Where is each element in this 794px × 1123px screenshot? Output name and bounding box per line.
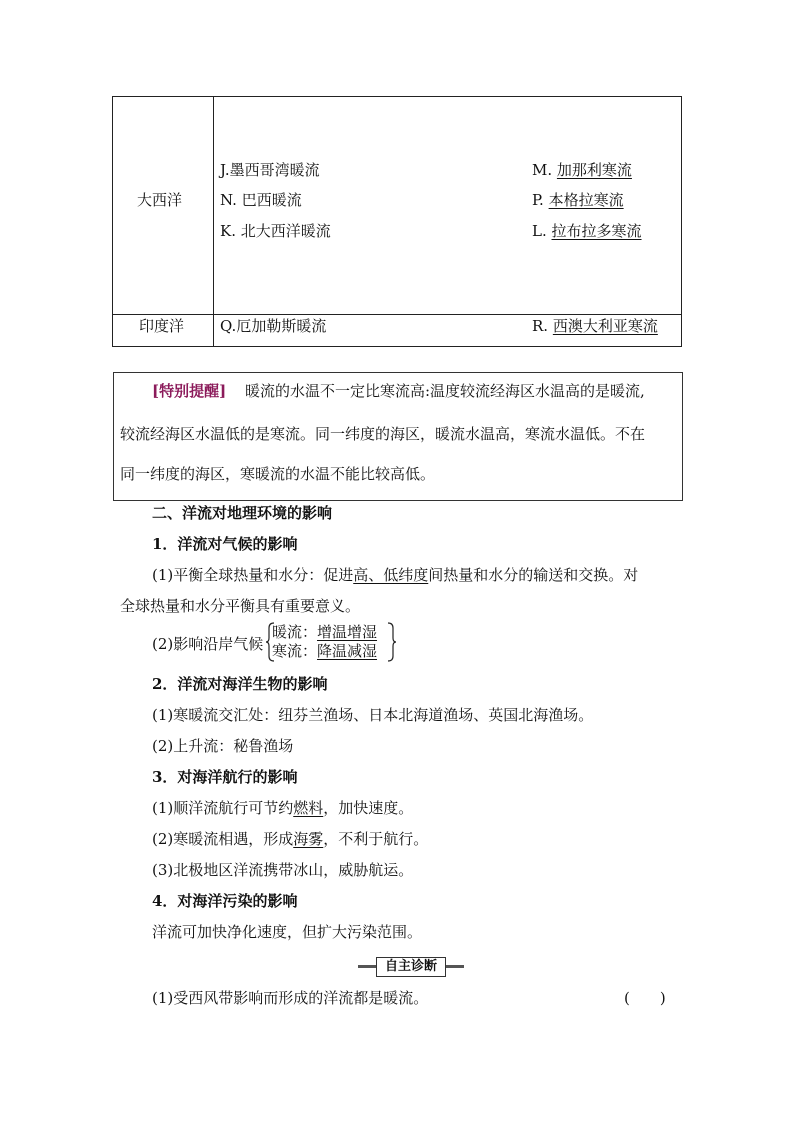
current-name: 墨西哥湾暖流 [229,161,320,179]
current-code: K. [220,222,236,240]
table-row [532,190,624,210]
paragraph [152,829,428,849]
current-name-answer: 本格拉寒流 [548,191,624,209]
table-row-divider [113,314,681,315]
paragraph-text: ，加快速度。 [323,799,414,817]
paragraph-text: (2)寒暖流相遇，形成 [152,830,294,848]
current-code: N. [220,191,237,209]
current-code: P. [532,191,544,209]
current-name: 巴西暖流 [241,191,302,209]
subsection-title: 2．洋流对海洋生物的影响 [152,675,328,693]
paragraph: 全球热量和水分平衡具有重要意义。 [120,597,361,615]
question-item: (1)受西风带影响而形成的洋流都是暖流。 [152,989,429,1007]
answer-blank: 高、低纬度 [353,566,429,584]
paragraph: (2)上升流：秘鲁渔场 [152,737,294,755]
current-code: Q. [220,317,237,335]
paragraph: (1)寒暖流交汇处：纽芬兰渔场、日本北海道渔场、英国北海渔场。 [152,706,594,724]
table-row [220,316,326,336]
paragraph [152,798,413,818]
current-name: 北大西洋暖流 [240,222,331,240]
table-row [532,160,632,180]
section-title: 二、洋流对地理环境的影响 [152,504,333,522]
ocean-label-indian: 印度洋 [139,317,185,335]
paragraph: (3)北极地区洋流携带冰山，威胁航运。 [152,861,414,879]
table-row [220,190,302,210]
paragraph-text: 间热量和水分的输送和交换。对 [428,566,639,584]
paragraph [152,565,638,585]
badge-label: 自主诊断 [376,957,446,977]
subsection-title: 3．对海洋航行的影响 [152,768,298,786]
paragraph-text: (1)顺洋流航行可节约 [152,799,294,817]
tip-line-2: 较流经海区水温低的是寒流。同一纬度的海区，暖流水温高，寒流水温低。不在 [120,425,646,443]
current-code: J. [220,161,230,179]
paragraph-text: ，不利于航行。 [323,830,429,848]
current-code: L. [532,222,547,240]
right-brace-icon [386,622,396,662]
answer-blank: 降温减湿 [317,642,378,660]
warm-label: 暖流： [272,623,318,641]
climate-effect-prefix: (2)影响沿岸气候 [152,635,264,653]
answer-blank: 增温增湿 [317,623,378,641]
subsection-title: 4．对海洋污染的影响 [152,892,298,910]
answer-parentheses: ( ) [624,989,666,1007]
current-name-answer: 加那利寒流 [556,161,632,179]
paragraph: 洋流可加快净化速度，但扩大污染范围。 [152,923,423,941]
tip-text-1: 暖流的水温不一定比寒流高:温度较流经海区水温高的是暖流, [244,382,645,400]
warm-current-effect [272,623,377,641]
current-name-answer: 拉布拉多寒流 [551,222,642,240]
table-row [220,160,320,180]
current-code: M. [532,161,553,179]
table-row [532,316,658,336]
tip-label: [特别提醒] [152,382,227,400]
self-diagnosis-badge [358,957,464,975]
subsection-title: 1．洋流对气候的影响 [152,535,298,553]
ocean-label-atlantic: 大西洋 [137,191,183,209]
cold-label: 寒流： [272,642,318,660]
cold-current-effect [272,642,377,660]
answer-blank: 海雾 [293,830,324,848]
paragraph-text: (1)平衡全球热量和水分：促进 [152,566,354,584]
current-name-answer: 西澳大利亚寒流 [552,317,658,335]
table-column-divider [213,97,214,346]
tip-line-1 [152,381,645,401]
table-row [220,221,331,241]
table-row [532,221,642,241]
answer-blank: 燃料 [293,799,324,817]
current-code: R. [532,317,549,335]
current-name: 厄加勒斯暖流 [236,317,327,335]
tip-line-3: 同一纬度的海区，寒暖流的水温不能比较高低。 [120,465,436,483]
